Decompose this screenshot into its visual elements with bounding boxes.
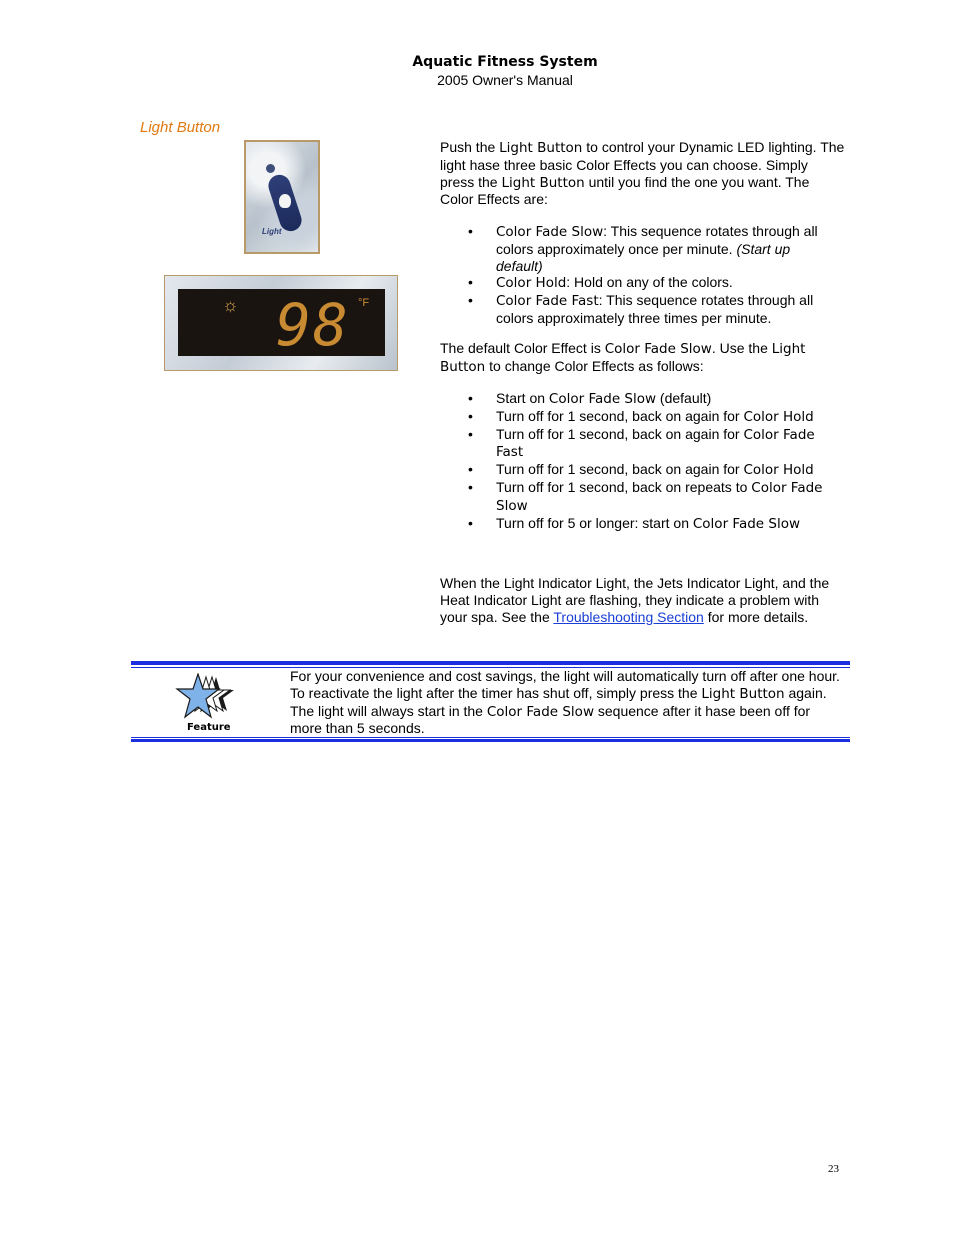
light-bulb-icon: [279, 194, 291, 208]
list-item: • Turn off for 1 second, back on again for Color Hold: [440, 408, 840, 426]
feature-text: For your convenience and cost savings, the light will automatically turn off after one hour. To reactivate the light after the timer has shut off, simply press the Light Button again. The light will always start in the Color Fade Slow sequence after it hase been off for more than 5 seconds.: [290, 668, 840, 737]
section-title: Light Button: [140, 119, 221, 136]
display-unit: °F: [358, 297, 370, 309]
display-temperature: 98: [276, 291, 350, 359]
feature-label: Feature: [187, 722, 231, 733]
list-item: • Color Hold: Hold on any of the colors.: [440, 274, 840, 292]
control-display-image: [164, 275, 398, 371]
steps-list: [440, 390, 840, 532]
sun-icon: ☼: [222, 295, 239, 315]
list-item: • Start on Color Fade Slow (default): [440, 390, 840, 408]
light-button-image: [244, 140, 320, 254]
button-label: Light: [262, 227, 282, 236]
list-item: • Turn off for 1 second, back on repeats to Color Fade Slow: [440, 479, 840, 515]
color-effects-list: [440, 223, 840, 327]
troubleshooting-link[interactable]: Troubleshooting Section: [553, 608, 704, 625]
feature-rule-bottom: [131, 739, 850, 742]
list-item: • Turn off for 1 second, back on again for Color Hold: [440, 461, 840, 479]
document-title: Aquatic Fitness System: [412, 54, 598, 70]
list-item: • Color Fade Slow: This sequence rotates through all colors approximately once per minute. (Start up default): [440, 223, 840, 274]
default-paragraph: The default Color Effect is Color Fade Slow. Use the Light Button to change Color Effects as follows:: [440, 340, 806, 375]
intro-paragraph: Push the Light Button to control your Dynamic LED lighting. The light hase three basic Color Effects you can choose. Simply press the Light Button until you find the one you want. The Color Effects are:: [440, 139, 845, 208]
list-item: • Turn off for 5 or longer: start on Color Fade Slow: [440, 515, 840, 533]
page-number: 23: [828, 1163, 839, 1175]
feature-rule-bottom-thin: [131, 737, 850, 738]
display-screen: [178, 289, 385, 359]
list-item: • Color Fade Fast: This sequence rotates through all colors approximately three times per minute.: [440, 292, 840, 327]
indicator-paragraph: When the Light Indicator Light, the Jets Indicator Light, and the Heat Indicator Light are flashing, they indicate a problem with your spa. See the Troubleshooting Section for more details.: [440, 575, 830, 625]
document-subtitle: 2005 Owner's Manual: [437, 72, 573, 88]
feature-stars-icon: [172, 673, 242, 721]
indicator-led-icon: [266, 164, 275, 173]
list-item: • Turn off for 1 second, back on again for Color Fade Fast: [440, 426, 840, 462]
feature-rule-top: [131, 661, 850, 665]
